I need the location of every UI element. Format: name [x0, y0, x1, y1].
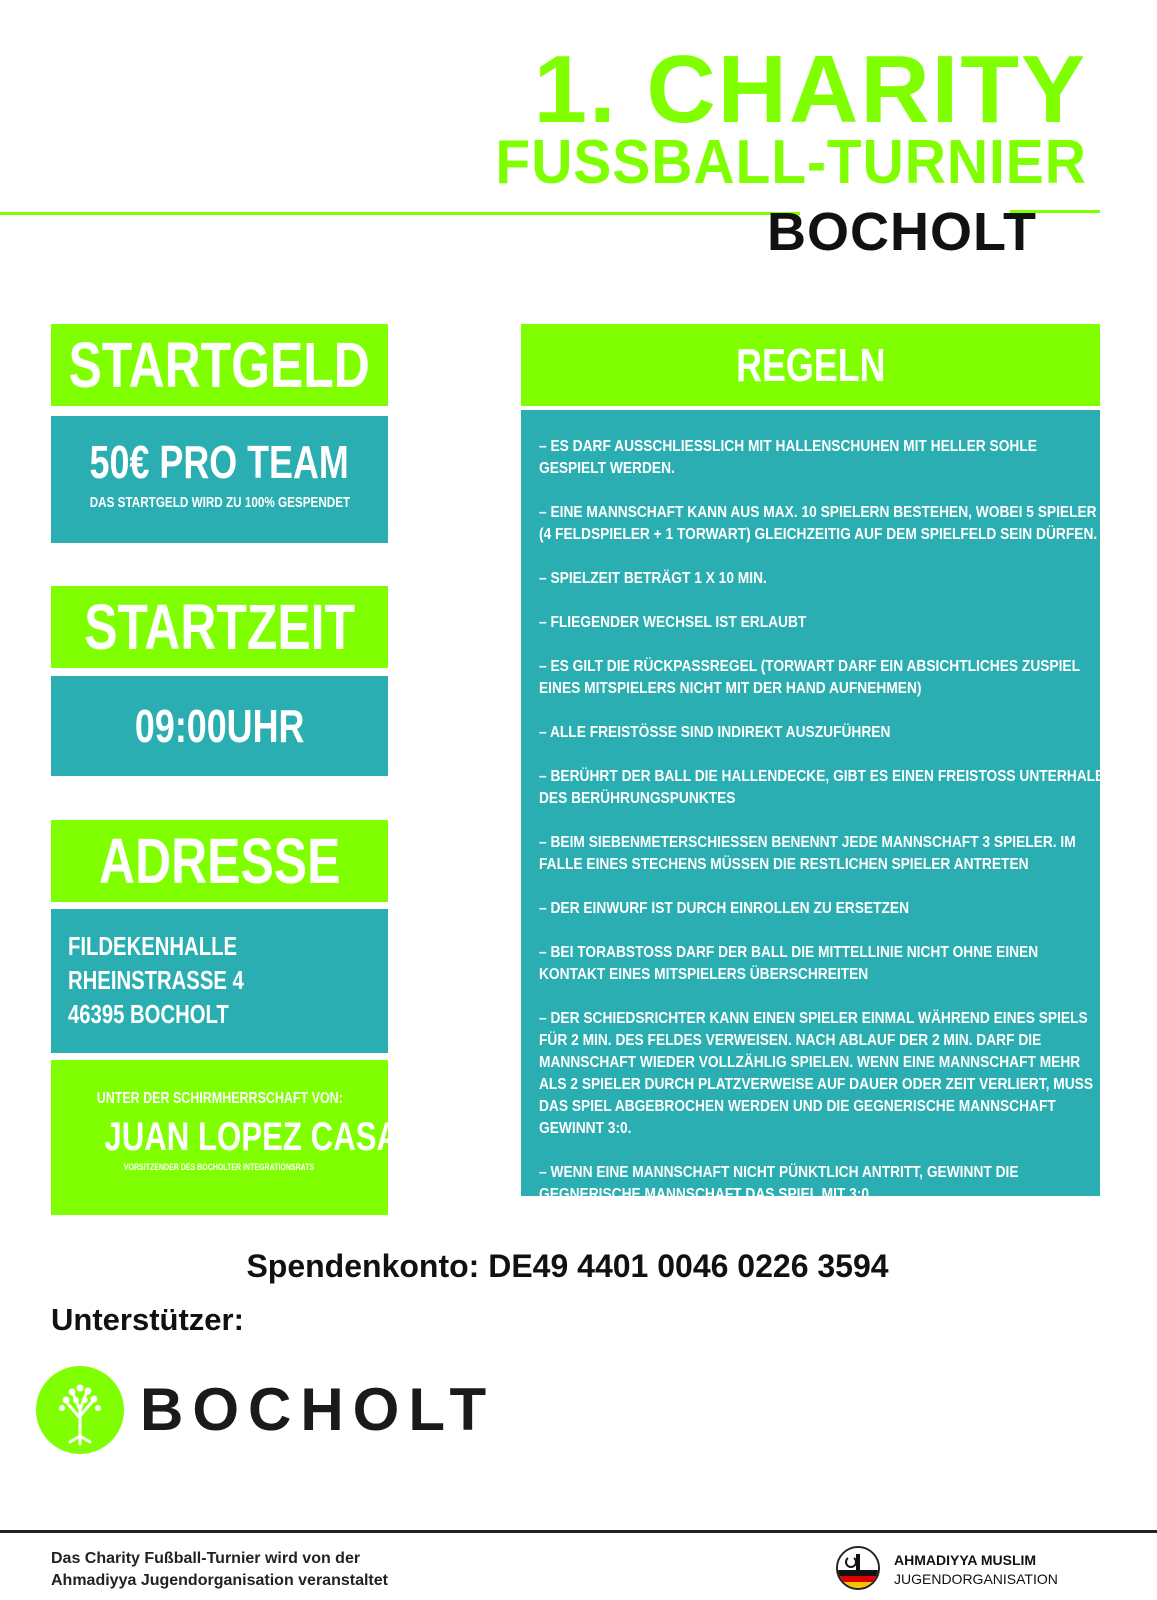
city-title: BOCHOLT — [767, 202, 1037, 262]
org-line-2: JUGENDORGANISATION — [894, 1571, 1058, 1587]
bocholt-logo-text: BOCHOLT — [140, 1376, 496, 1443]
regeln-list — [521, 410, 1105, 1206]
rule-item: – FLIEGENDER WECHSEL IST ERLAUBT — [539, 614, 807, 631]
startzeit-heading: STARTZEIT — [84, 591, 355, 663]
rule-item: – ES GILT DIE RÜCKPASSREGEL (TORWART DARF EIN ABSICHTLICHES ZUSPIEL EINES MITSPIELERS NICHT MIT DER HAND AUFNEHMEN) — [539, 658, 1080, 697]
org-line-1: AHMADIYYA MUSLIM — [894, 1552, 1037, 1568]
rule-item: – BERÜHRT DER BALL DIE HALLENDECKE, GIBT ES EINEN FREISTOSS UNTERHALB DES BERÜHRUNGSPUNKTES — [539, 768, 1105, 807]
startgeld-amount: 50€ PRO TEAM — [89, 436, 350, 488]
title-line-1: 1. CHARITY — [533, 36, 1087, 143]
footer-text — [51, 1548, 388, 1592]
rule-item: – WENN EINE MANNSCHAFT NICHT PÜNKTLICH ANTRITT, GEWINNT DIE GEGNERISCHE MANNSCHAFT DAS SPIEL MIT 3:0. — [539, 1164, 1019, 1203]
regeln-heading-box — [521, 324, 1100, 406]
rule-item: – BEI TORABSTOSS DARF DER BALL DIE MITTELLINIE NICHT OHNE EINEN KONTAKT EINES MITSPIELERS ÜBERSCHREITEN — [539, 944, 1039, 983]
donation-account: Spendenkonto: DE49 4401 0046 0226 3594 — [246, 1248, 889, 1284]
adresse-heading: ADRESSE — [98, 825, 341, 897]
startgeld-heading: STARTGELD — [68, 329, 371, 401]
rule-item: – BEIM SIEBENMETERSCHIESSEN BENENNT JEDE MANNSCHAFT 3 SPIELER. IM FALLE EINES STECHENS MÜSSEN DIE RESTLICHEN SPIELER ANTRETEN — [539, 834, 1076, 873]
patron-intro: UNTER DER SCHIRMHERRSCHAFT VON: — [96, 1090, 343, 1107]
title-line-2: FUSSBALL-TURNIER — [495, 128, 1087, 197]
rule-item: – ES DARF AUSSCHLIESSLICH MIT HALLENSCHUHEN MIT HELLER SOHLE GESPIELT WERDEN. — [539, 438, 1037, 477]
startgeld-note: DAS STARTGELD WIRD ZU 100% GESPENDET — [89, 494, 350, 511]
adresse-panel — [51, 909, 388, 1053]
ahmadiyya-org — [894, 1551, 1058, 1589]
startzeit-panel — [51, 676, 388, 776]
regeln-panel — [521, 410, 1105, 1203]
header-divider-left — [0, 212, 800, 215]
regeln-heading: REGELN — [735, 339, 886, 391]
rule-item: – SPIELZEIT BETRÄGT 1 X 10 MIN. — [539, 570, 767, 587]
footer-line-2: Ahmadiyya Jugendorganisation veranstaltet — [51, 1572, 388, 1589]
footer-line-1: Das Charity Fußball-Turnier wird von der — [51, 1550, 361, 1567]
supporters-heading: Unterstützer: — [51, 1302, 244, 1337]
patron-name: JUAN LOPEZ CASANAVA — [104, 1115, 483, 1159]
adresse-heading-box — [51, 820, 388, 902]
patron-role: VORSITZENDER DES BOCHOLTER INTEGRATIONSRATS — [124, 1162, 315, 1172]
startgeld-panel — [51, 416, 388, 543]
rule-item: – DER SCHIEDSRICHTER KANN EINEN SPIELER EINMAL WÄHREND EINES SPIELS FÜR 2 MIN. DES FELDES VERWEISEN. NACH ABLAUF DER 2 MIN. DARF DIE MANNSCHAFT WIEDER VOLLZÄHLIG SPIELEN. WENN EINE MANNSCHAFT MEHR ALS 2 SPIELER DURCH PLATZVERWEISE AUF DAUER ODER ZEIT VERLIERT, MUSS DAS SPIEL ABGEBROCHEN WERDEN UND DIE GEGNERISCHE MANNSCHAFT GEWINNT 3:0. — [539, 1010, 1094, 1137]
adresse-line-1: FILDEKENHALLE — [68, 931, 238, 961]
startzeit-heading-box — [51, 586, 388, 668]
rule-item: – ALLE FREISTÖSSE SIND INDIREKT AUSZUFÜHREN — [539, 724, 891, 741]
tree-logo-icon — [36, 1366, 124, 1454]
footer-divider — [0, 1530, 1157, 1533]
patron-panel — [51, 1060, 483, 1215]
adresse-line-2: RHEINSTRASSE 4 — [68, 965, 244, 995]
startgeld-heading-box — [51, 324, 388, 406]
rule-item: – EINE MANNSCHAFT KANN AUS MAX. 10 SPIELERN BESTEHEN, WOBEI 5 SPIELER (4 FELDSPIELER + 1 TORWART) GLEICHZEITIG AUF DEM SPIELFELD SEIN DÜRFEN. — [539, 504, 1098, 543]
ahmadiyya-emblem-icon — [836, 1546, 880, 1590]
rule-item: – DER EINWURF IST DURCH EINROLLEN ZU ERSETZEN — [539, 900, 910, 917]
startzeit-time: 09:00UHR — [134, 700, 305, 752]
adresse-line-3: 46395 BOCHOLT — [68, 999, 229, 1029]
